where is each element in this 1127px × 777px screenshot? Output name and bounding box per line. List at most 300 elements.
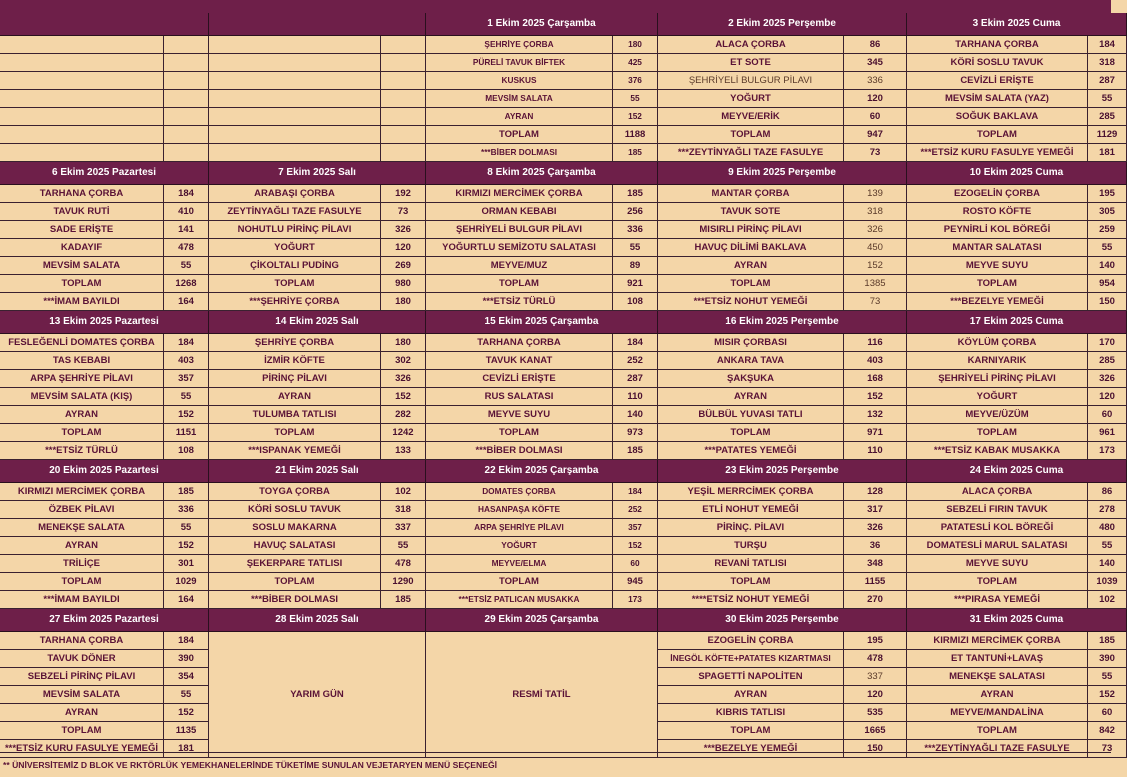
calorie-value: 252 bbox=[613, 352, 658, 370]
menu-item: YOĞURT bbox=[658, 90, 844, 108]
menu-item: RUS SALATASI bbox=[426, 388, 613, 406]
calorie-value bbox=[381, 126, 426, 144]
calorie-value: 403 bbox=[164, 352, 209, 370]
calorie-value bbox=[381, 144, 426, 162]
menu-item: SEBZELİ PİRİNÇ PİLAVI bbox=[0, 668, 164, 686]
calorie-value: 285 bbox=[1088, 108, 1127, 126]
day-header bbox=[209, 13, 426, 36]
calorie-value bbox=[164, 72, 209, 90]
menu-item bbox=[0, 108, 164, 126]
calorie-value: 102 bbox=[381, 483, 426, 501]
day-header: 24 Ekim 2025 Cuma bbox=[907, 460, 1127, 483]
calorie-value: 357 bbox=[613, 519, 658, 537]
calorie-value: 55 bbox=[164, 388, 209, 406]
calorie-value: 185 bbox=[613, 442, 658, 460]
calorie-value: 270 bbox=[844, 591, 907, 609]
calorie-value: 348 bbox=[844, 555, 907, 573]
calorie-value: 1151 bbox=[164, 424, 209, 442]
menu-item: ŞEKERPARE TATLISI bbox=[209, 555, 381, 573]
calorie-value: 140 bbox=[1088, 555, 1127, 573]
menu-item: TARHANA ÇORBA bbox=[0, 185, 164, 203]
calorie-value: 60 bbox=[1088, 704, 1127, 722]
calorie-value: 390 bbox=[1088, 650, 1127, 668]
calorie-value: 1155 bbox=[844, 573, 907, 591]
menu-item bbox=[0, 72, 164, 90]
calorie-value: 326 bbox=[844, 221, 907, 239]
calorie-value: 55 bbox=[1088, 239, 1127, 257]
menu-item: TAVUK RUTİ bbox=[0, 203, 164, 221]
calorie-value: 73 bbox=[381, 203, 426, 221]
menu-item: İZMİR KÖFTE bbox=[209, 352, 381, 370]
menu-item: AYRAN bbox=[426, 108, 613, 126]
menu-item bbox=[209, 54, 381, 72]
calorie-value: 55 bbox=[1088, 537, 1127, 555]
menu-item: MANTAR SALATASI bbox=[907, 239, 1088, 257]
menu-item: ***ETSİZ KURU FASULYE YEMEĞİ bbox=[907, 144, 1088, 162]
menu-item: CEVİZLİ ERİŞTE bbox=[426, 370, 613, 388]
calorie-value: 60 bbox=[1088, 406, 1127, 424]
calorie-value: 86 bbox=[844, 36, 907, 54]
calorie-value: 317 bbox=[844, 501, 907, 519]
day-header: 6 Ekim 2025 Pazartesi bbox=[0, 162, 209, 185]
menu-item: AYRAN bbox=[0, 704, 164, 722]
menu-item: HAVUÇ SALATASI bbox=[209, 537, 381, 555]
calorie-value: 1129 bbox=[1088, 126, 1127, 144]
calorie-value bbox=[164, 144, 209, 162]
calorie-value: 390 bbox=[164, 650, 209, 668]
calorie-value: 480 bbox=[1088, 519, 1127, 537]
menu-item: REVANİ TATLISI bbox=[658, 555, 844, 573]
menu-item: TARHANA ÇORBA bbox=[0, 632, 164, 650]
menu-item: PÜRELİ TAVUK BİFTEK bbox=[426, 54, 613, 72]
calorie-value: 973 bbox=[613, 424, 658, 442]
day-header: 2 Ekim 2025 Perşembe bbox=[658, 13, 907, 36]
menu-item: İNEGÖL KÖFTE+PATATES KIZARTMASI bbox=[658, 650, 844, 668]
menu-item: MEVSİM SALATA (YAZ) bbox=[907, 90, 1088, 108]
menu-item: TARHANA ÇORBA bbox=[907, 36, 1088, 54]
calorie-value: 73 bbox=[844, 144, 907, 162]
menu-item: KIRMIZI MERCİMEK ÇORBA bbox=[907, 632, 1088, 650]
menu-item: TOPLAM bbox=[0, 275, 164, 293]
calorie-value: 133 bbox=[381, 442, 426, 460]
calorie-value: 108 bbox=[164, 442, 209, 460]
menu-item: TURŞU bbox=[658, 537, 844, 555]
menu-item: TOPLAM bbox=[907, 275, 1088, 293]
day-header: 7 Ekim 2025 Salı bbox=[209, 162, 426, 185]
calorie-value: 1665 bbox=[844, 722, 907, 740]
menu-item: KIRMIZI MERCİMEK ÇORBA bbox=[426, 185, 613, 203]
menu-item: ÇİKOLTALI PUDİNG bbox=[209, 257, 381, 275]
calorie-value: 181 bbox=[1088, 144, 1127, 162]
menu-item: ***PIRASA YEMEĞİ bbox=[907, 591, 1088, 609]
calorie-value bbox=[164, 90, 209, 108]
calorie-value bbox=[381, 72, 426, 90]
menu-item: TOPLAM bbox=[907, 126, 1088, 144]
menu-item: MEVSİM SALATA (KIŞ) bbox=[0, 388, 164, 406]
menu-item: ZEYTİNYAĞLI TAZE FASULYE bbox=[209, 203, 381, 221]
menu-item: ANKARA TAVA bbox=[658, 352, 844, 370]
calorie-value: 354 bbox=[164, 668, 209, 686]
menu-item: YOĞURT bbox=[209, 239, 381, 257]
menu-item: KARNIYARIK bbox=[907, 352, 1088, 370]
menu-item: HASANPAŞA KÖFTE bbox=[426, 501, 613, 519]
day-header: 17 Ekim 2025 Cuma bbox=[907, 311, 1127, 334]
menu-item: TULUMBA TATLISI bbox=[209, 406, 381, 424]
menu-item: ROSTO KÖFTE bbox=[907, 203, 1088, 221]
menu-item: AYRAN bbox=[0, 406, 164, 424]
menu-item bbox=[209, 36, 381, 54]
calorie-value: 86 bbox=[1088, 483, 1127, 501]
menu-item: ARPA ŞEHRİYE PİLAVI bbox=[426, 519, 613, 537]
holiday-notice: RESMİ TATİL bbox=[426, 632, 658, 758]
calorie-value: 168 bbox=[844, 370, 907, 388]
calorie-value: 152 bbox=[164, 406, 209, 424]
menu-item: TOPLAM bbox=[426, 424, 613, 442]
menu-item: AYRAN bbox=[658, 257, 844, 275]
day-header: 16 Ekim 2025 Perşembe bbox=[658, 311, 907, 334]
menu-item: FESLEĞENLİ DOMATES ÇORBA bbox=[0, 334, 164, 352]
calorie-value: 120 bbox=[844, 686, 907, 704]
calorie-value: 195 bbox=[1088, 185, 1127, 203]
menu-item: TOPLAM bbox=[907, 722, 1088, 740]
calorie-value: 152 bbox=[381, 388, 426, 406]
menu-item: SOĞUK BAKLAVA bbox=[907, 108, 1088, 126]
day-header: 21 Ekim 2025 Salı bbox=[209, 460, 426, 483]
calorie-value: 185 bbox=[613, 185, 658, 203]
calorie-value: 961 bbox=[1088, 424, 1127, 442]
menu-item: ***İMAM BAYILDI bbox=[0, 591, 164, 609]
menu-item: YOĞURT bbox=[907, 388, 1088, 406]
top-bar bbox=[0, 0, 1111, 13]
calorie-value: 36 bbox=[844, 537, 907, 555]
day-header: 9 Ekim 2025 Perşembe bbox=[658, 162, 907, 185]
menu-item: ***ETSİZ TÜRLÜ bbox=[426, 293, 613, 311]
menu-item: SADE ERİŞTE bbox=[0, 221, 164, 239]
calorie-value: 120 bbox=[1088, 388, 1127, 406]
day-header: 28 Ekim 2025 Salı bbox=[209, 609, 426, 632]
menu-item: KÖYLÜM ÇORBA bbox=[907, 334, 1088, 352]
calorie-value: 184 bbox=[613, 483, 658, 501]
day-header: 27 Ekim 2025 Pazartesi bbox=[0, 609, 209, 632]
menu-item: TOPLAM bbox=[209, 424, 381, 442]
calorie-value: 184 bbox=[1088, 36, 1127, 54]
calorie-value: 120 bbox=[381, 239, 426, 257]
calorie-value: 336 bbox=[613, 221, 658, 239]
calorie-value bbox=[164, 126, 209, 144]
menu-item: SOSLU MAKARNA bbox=[209, 519, 381, 537]
calorie-value: 185 bbox=[1088, 632, 1127, 650]
day-header: 20 Ekim 2025 Pazartesi bbox=[0, 460, 209, 483]
menu-item: TOPLAM bbox=[658, 126, 844, 144]
calorie-value: 259 bbox=[1088, 221, 1127, 239]
day-header bbox=[0, 13, 209, 36]
calorie-value: 55 bbox=[164, 519, 209, 537]
menu-item bbox=[209, 90, 381, 108]
menu-item: MEYVE/ÜZÜM bbox=[907, 406, 1088, 424]
calorie-value: 110 bbox=[844, 442, 907, 460]
calorie-value: 184 bbox=[164, 334, 209, 352]
menu-item: TOPLAM bbox=[907, 573, 1088, 591]
calorie-value: 318 bbox=[381, 501, 426, 519]
menu-item: AYRAN bbox=[209, 388, 381, 406]
calorie-value: 1385 bbox=[844, 275, 907, 293]
calorie-value: 152 bbox=[844, 388, 907, 406]
menu-item: ORMAN KEBABI bbox=[426, 203, 613, 221]
menu-item: TOPLAM bbox=[658, 722, 844, 740]
calorie-value: 318 bbox=[1088, 54, 1127, 72]
menu-item: ***BİBER DOLMASI bbox=[426, 442, 613, 460]
calorie-value: 376 bbox=[613, 72, 658, 90]
menu-item: TOPLAM bbox=[658, 573, 844, 591]
menu-item: KIRMIZI MERCİMEK ÇORBA bbox=[0, 483, 164, 501]
day-header: 23 Ekim 2025 Perşembe bbox=[658, 460, 907, 483]
menu-item bbox=[209, 72, 381, 90]
menu-item: MANTAR ÇORBA bbox=[658, 185, 844, 203]
menu-item: ETLİ NOHUT YEMEĞİ bbox=[658, 501, 844, 519]
calorie-value bbox=[164, 54, 209, 72]
day-header: 1 Ekim 2025 Çarşamba bbox=[426, 13, 658, 36]
menu-item bbox=[209, 108, 381, 126]
calorie-value: 55 bbox=[164, 686, 209, 704]
menu-item: ****ETSİZ NOHUT YEMEĞİ bbox=[658, 591, 844, 609]
menu-item: TARHANA ÇORBA bbox=[426, 334, 613, 352]
calorie-value: 1242 bbox=[381, 424, 426, 442]
menu-item: ARPA ŞEHRİYE PİLAVI bbox=[0, 370, 164, 388]
menu-item: ŞAKŞUKA bbox=[658, 370, 844, 388]
menu-item: MEYVE/MUZ bbox=[426, 257, 613, 275]
menu-item: TOPLAM bbox=[0, 722, 164, 740]
calorie-value: 152 bbox=[844, 257, 907, 275]
calorie-value: 337 bbox=[381, 519, 426, 537]
calorie-value: 73 bbox=[1088, 740, 1127, 758]
menu-item: TOPLAM bbox=[658, 424, 844, 442]
calorie-value: 195 bbox=[844, 632, 907, 650]
menu-item: BÜLBÜL YUVASI TATLI bbox=[658, 406, 844, 424]
calorie-value: 55 bbox=[164, 257, 209, 275]
calorie-value: 410 bbox=[164, 203, 209, 221]
calorie-value bbox=[381, 108, 426, 126]
day-header: 3 Ekim 2025 Cuma bbox=[907, 13, 1127, 36]
menu-item: TRİLİÇE bbox=[0, 555, 164, 573]
calorie-value: 139 bbox=[844, 185, 907, 203]
calorie-value: 326 bbox=[381, 370, 426, 388]
menu-item: TOPLAM bbox=[0, 424, 164, 442]
calorie-value: 110 bbox=[613, 388, 658, 406]
calorie-value: 140 bbox=[613, 406, 658, 424]
day-header: 31 Ekim 2025 Cuma bbox=[907, 609, 1127, 632]
menu-table bbox=[0, 13, 1118, 758]
menu-item: DOMATES ÇORBA bbox=[426, 483, 613, 501]
calorie-value: 181 bbox=[164, 740, 209, 758]
calorie-value: 152 bbox=[164, 537, 209, 555]
calorie-value: 301 bbox=[164, 555, 209, 573]
menu-item bbox=[0, 90, 164, 108]
menu-item: KADAYIF bbox=[0, 239, 164, 257]
menu-item: MEYVE/ERİK bbox=[658, 108, 844, 126]
calorie-value: 954 bbox=[1088, 275, 1127, 293]
calorie-value: 945 bbox=[613, 573, 658, 591]
calorie-value: 1029 bbox=[164, 573, 209, 591]
calorie-value: 345 bbox=[844, 54, 907, 72]
menu-item: ***ETSİZ TÜRLÜ bbox=[0, 442, 164, 460]
menu-item: HAVUÇ DİLİMİ BAKLAVA bbox=[658, 239, 844, 257]
menu-item: EZOGELİN ÇORBA bbox=[907, 185, 1088, 203]
calorie-value: 152 bbox=[613, 108, 658, 126]
calorie-value: 336 bbox=[844, 72, 907, 90]
calorie-value: 326 bbox=[381, 221, 426, 239]
menu-item: TOPLAM bbox=[209, 275, 381, 293]
menu-item: CEVİZLİ ERİŞTE bbox=[907, 72, 1088, 90]
menu-item: TOPLAM bbox=[426, 126, 613, 144]
menu-item: TOPLAM bbox=[426, 275, 613, 293]
calorie-value: 89 bbox=[613, 257, 658, 275]
menu-item: TAVUK SOTE bbox=[658, 203, 844, 221]
calorie-value: 150 bbox=[844, 740, 907, 758]
calorie-value: 403 bbox=[844, 352, 907, 370]
menu-item: NOHUTLU PİRİNÇ PİLAVI bbox=[209, 221, 381, 239]
menu-item: ***BİBER DOLMASI bbox=[209, 591, 381, 609]
menu-item: KUSKUS bbox=[426, 72, 613, 90]
menu-item: TAVUK DÖNER bbox=[0, 650, 164, 668]
menu-item: AYRAN bbox=[658, 388, 844, 406]
calorie-value: 185 bbox=[164, 483, 209, 501]
calorie-value: 185 bbox=[381, 591, 426, 609]
calorie-value: 55 bbox=[613, 239, 658, 257]
calorie-value bbox=[164, 108, 209, 126]
menu-item bbox=[0, 54, 164, 72]
menu-item bbox=[0, 144, 164, 162]
menu-item: MENEKŞE SALATASI bbox=[907, 668, 1088, 686]
calorie-value: 326 bbox=[844, 519, 907, 537]
menu-item: ***PATATES YEMEĞİ bbox=[658, 442, 844, 460]
calorie-value: 140 bbox=[1088, 257, 1127, 275]
calorie-value: 141 bbox=[164, 221, 209, 239]
calorie-value: 152 bbox=[164, 704, 209, 722]
menu-item: ***ZEYTİNYAĞLI TAZE FASULYE bbox=[658, 144, 844, 162]
calorie-value: 108 bbox=[613, 293, 658, 311]
calorie-value: 60 bbox=[844, 108, 907, 126]
calorie-value: 120 bbox=[844, 90, 907, 108]
menu-item: MEVSİM SALATA bbox=[426, 90, 613, 108]
menu-item bbox=[0, 36, 164, 54]
menu-item: AYRAN bbox=[658, 686, 844, 704]
menu-item: PEYNİRLİ KOL BÖREĞİ bbox=[907, 221, 1088, 239]
calorie-value: 152 bbox=[613, 537, 658, 555]
menu-item: SEBZELİ FIRIN TAVUK bbox=[907, 501, 1088, 519]
menu-item: ***İMAM BAYILDI bbox=[0, 293, 164, 311]
calorie-value bbox=[381, 90, 426, 108]
menu-item: SPAGETTİ NAPOLİTEN bbox=[658, 668, 844, 686]
menu-item: MEVSİM SALATA bbox=[0, 257, 164, 275]
menu-item: MEVSİM SALATA bbox=[0, 686, 164, 704]
calorie-value: 184 bbox=[164, 185, 209, 203]
calorie-value: 478 bbox=[844, 650, 907, 668]
menu-item: PATATESLİ KOL BÖREĞİ bbox=[907, 519, 1088, 537]
calorie-value: 326 bbox=[1088, 370, 1127, 388]
menu-item: TOPLAM bbox=[658, 275, 844, 293]
calorie-value bbox=[381, 54, 426, 72]
menu-item: ŞEHRİYELİ BULGUR PİLAVI bbox=[426, 221, 613, 239]
calorie-value: 450 bbox=[844, 239, 907, 257]
menu-item: ***ISPANAK YEMEĞİ bbox=[209, 442, 381, 460]
menu-item: ŞEHRİYELİ BULGUR PİLAVI bbox=[658, 72, 844, 90]
calorie-value: 1268 bbox=[164, 275, 209, 293]
calorie-value: 132 bbox=[844, 406, 907, 424]
calorie-value: 116 bbox=[844, 334, 907, 352]
menu-item: AYRAN bbox=[907, 686, 1088, 704]
menu-item: TAS KEBABI bbox=[0, 352, 164, 370]
day-header: 13 Ekim 2025 Pazartesi bbox=[0, 311, 209, 334]
calorie-value: 287 bbox=[613, 370, 658, 388]
calorie-value: 128 bbox=[844, 483, 907, 501]
calorie-value: 55 bbox=[1088, 668, 1127, 686]
calorie-value: 337 bbox=[844, 668, 907, 686]
calorie-value: 1290 bbox=[381, 573, 426, 591]
calorie-value: 425 bbox=[613, 54, 658, 72]
calorie-value: 285 bbox=[1088, 352, 1127, 370]
calorie-value: 60 bbox=[613, 555, 658, 573]
menu-item: ***BEZELYE YEMEĞİ bbox=[907, 293, 1088, 311]
menu-item: MEYVE SUYU bbox=[907, 555, 1088, 573]
menu-item: TOPLAM bbox=[209, 573, 381, 591]
menu-item: PİRİNÇ. PİLAVI bbox=[658, 519, 844, 537]
day-header: 29 Ekim 2025 Çarşamba bbox=[426, 609, 658, 632]
calorie-value: 173 bbox=[613, 591, 658, 609]
menu-item: DOMATESLİ MARUL SALATASI bbox=[907, 537, 1088, 555]
calorie-value: 180 bbox=[381, 334, 426, 352]
menu-item: TOPLAM bbox=[907, 424, 1088, 442]
menu-item: ***BEZELYE YEMEĞİ bbox=[658, 740, 844, 758]
calorie-value: 535 bbox=[844, 704, 907, 722]
calorie-value: 1188 bbox=[613, 126, 658, 144]
menu-item: KÖRİ SOSLU TAVUK bbox=[209, 501, 381, 519]
calorie-value: 185 bbox=[613, 144, 658, 162]
calorie-value: 1135 bbox=[164, 722, 209, 740]
calorie-value: 184 bbox=[164, 632, 209, 650]
day-header: 14 Ekim 2025 Salı bbox=[209, 311, 426, 334]
calorie-value bbox=[381, 36, 426, 54]
menu-item: YOĞURT bbox=[426, 537, 613, 555]
menu-item: ***ETSİZ PATLICAN MUSAKKA bbox=[426, 591, 613, 609]
calorie-value: 164 bbox=[164, 591, 209, 609]
menu-item: MEYVE SUYU bbox=[426, 406, 613, 424]
menu-item: ALACA ÇORBA bbox=[907, 483, 1088, 501]
menu-item: MISIR ÇORBASI bbox=[658, 334, 844, 352]
calorie-value: 287 bbox=[1088, 72, 1127, 90]
calorie-value: 357 bbox=[164, 370, 209, 388]
day-header: 22 Ekim 2025 Çarşamba bbox=[426, 460, 658, 483]
calorie-value: 278 bbox=[1088, 501, 1127, 519]
calorie-value: 478 bbox=[381, 555, 426, 573]
calorie-value: 73 bbox=[844, 293, 907, 311]
menu-item: ALACA ÇORBA bbox=[658, 36, 844, 54]
menu-item: MENEKŞE SALATA bbox=[0, 519, 164, 537]
menu-item bbox=[209, 144, 381, 162]
menu-item: ET SOTE bbox=[658, 54, 844, 72]
calorie-value: 252 bbox=[613, 501, 658, 519]
calorie-value: 269 bbox=[381, 257, 426, 275]
menu-item: ***ETSİZ NOHUT YEMEĞİ bbox=[658, 293, 844, 311]
calorie-value: 1039 bbox=[1088, 573, 1127, 591]
calorie-value: 980 bbox=[381, 275, 426, 293]
calorie-value: 170 bbox=[1088, 334, 1127, 352]
calorie-value: 192 bbox=[381, 185, 426, 203]
calorie-value: 55 bbox=[381, 537, 426, 555]
menu-item: KIBRIS TATLISI bbox=[658, 704, 844, 722]
menu-item: MISIRLI PİRİNÇ PİLAVI bbox=[658, 221, 844, 239]
calorie-value: 152 bbox=[1088, 686, 1127, 704]
menu-item: ***BİBER DOLMASI bbox=[426, 144, 613, 162]
